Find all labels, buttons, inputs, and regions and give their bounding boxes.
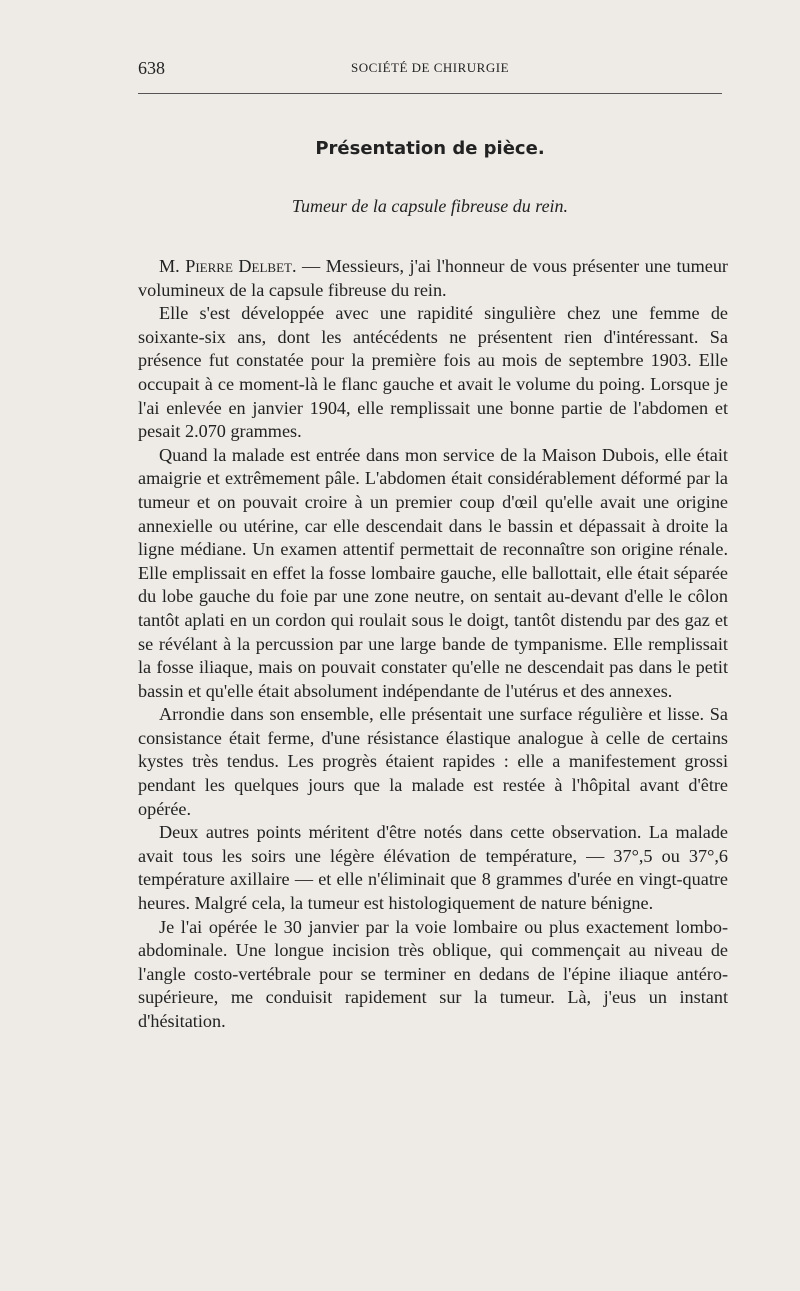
paragraph: Arrondie dans son ensemble, elle présentait une surface régulière et lisse. Sa consistance était ferme, d'une résistance élastique analogue à celle de certains kystes très tendus. Les progrès étaient rapides : elle a manifestement grossi pendant les quelques jours que la malade est restée à l'hôpital avant d'être opérée. [138,704,728,819]
running-head: SOCIÉTÉ DE CHIRURGIE [350,60,510,75]
article-subtitle: Tumeur de la capsule fibreuse du rein. [291,196,569,216]
paragraph [138,255,728,302]
header-rule [138,93,722,94]
speaker-name: M. Pierre Delbet. [159,256,297,276]
article-body [138,255,728,1034]
paragraph: Elle s'est développée avec une rapidité singulière chez une femme de soixante-six ans, dont les antécédents ne présentent rien d'intéressant. Sa présence fut constatée pour la première fois au mois de septembre 1903. Elle occupait à ce moment-là le flanc gauche et avait le volume du poing. Lorsque je l'ai enlevée en janvier 1904, elle remplissait une bonne partie de l'abdomen et pesait 2.070 grammes. [138,303,728,442]
section-title: Présentation de pièce. [315,138,545,159]
paragraph: Deux autres points méritent d'être notés dans cette observation. La malade avait tous les soirs une légère élévation de température, — 37°,5 ou 37°,6 température axillaire — et elle n'éliminait que 8 grammes d'urée en vingt-quatre heures. Malgré cela, la tumeur est histologiquement de nature bénigne. [138,822,728,914]
paragraph: Je l'ai opérée le 30 janvier par la voie lombaire ou plus exactement lombo-abdominale. Une longue incision très oblique, qui commençait au niveau de l'angle costo-vertébrale pour se terminer en dedans de l'épine iliaque antéro-supérieure, me conduisit rapidement sur la tumeur. Là, j'eus un instant d'hésitation. [138,916,728,1031]
page-number: 638 [138,58,165,78]
paragraph-text: — Messieurs, j'ai l'honneur de vous présenter une tumeur volumineux de la capsule fibreuse du rein. [138,256,728,300]
paragraph: Quand la malade est entrée dans mon service de la Maison Dubois, elle était amaigrie et extrêmement pâle. L'abdomen était considérablement déformé par la tumeur et on pouvait croire à un premier coup d'œil qu'elle avait une origine annexielle ou utérine, car elle descendait dans le bassin et dépassait à droite la ligne médiane. Un examen attentif permettait de reconnaître son origine rénale. Elle emplissait en effet la fosse lombaire gauche, elle ballottait, elle était séparée du lobe gauche du foie par une zone neutre, on sentait au-devant d'elle le côlon tantôt aplati en un cordon qui roulait sous le doigt, tantôt distendu par des gaz et se révélant à la percussion par une large bande de tympanisme. Elle remplissait la fosse iliaque, mais on pouvait constater qu'elle ne descendait pas dans le petit bassin et qu'elle était absolument indépendante de l'utérus et des annexes. [138,444,728,701]
page-header [138,58,722,82]
